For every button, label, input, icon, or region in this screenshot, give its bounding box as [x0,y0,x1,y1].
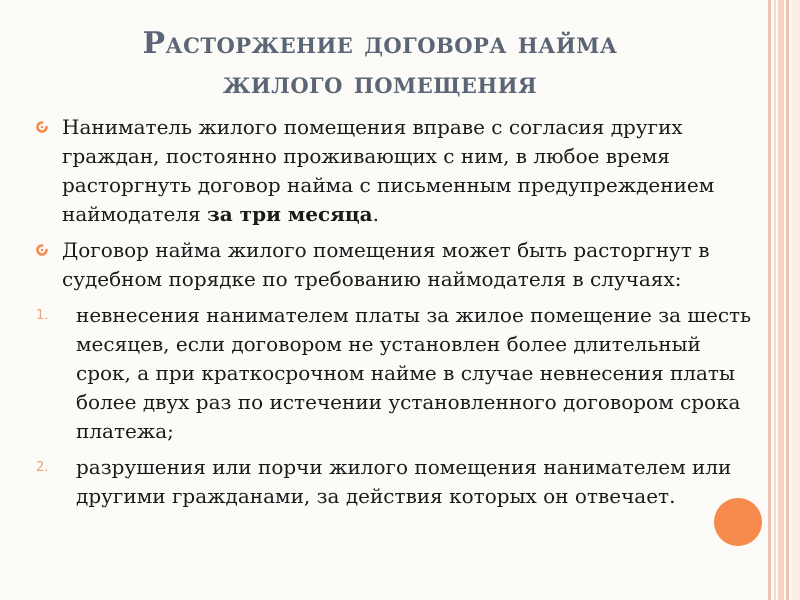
bullet-text-part: Наниматель жилого помещения вправе с согласия других граждан, постоянно проживающих с ним, в любое время расторгнуть договор найма с письменным предупреждением наймодателя [62,115,715,226]
orange-curl-bullet-icon [36,244,48,256]
decorative-stripe [768,0,771,600]
bullet-item [36,236,756,294]
bullet-text-part: . [372,202,380,226]
numbered-item [36,301,756,446]
bullet-text [62,115,714,226]
decorative-stripe [778,0,784,600]
numbered-text: невнесения нанимателем платы за жилое помещение за шесть месяцев, если договором не установлен более длительный срок, а при краткосрочном найме в случае невнесения платы более двух раз по истечении установленного договором срока платежа; [76,303,751,443]
numbered-text: разрушения или порчи жилого помещения нанимателем или другими гражданами, за действия которых он отвечает. [76,455,732,508]
bullet-text: Договор найма жилого помещения может быть расторгнут в судебном порядке по требованию наймодателя в случаях: [62,238,710,291]
bullet-bold-text: за три месяца [207,202,373,226]
orange-curl-bullet-icon [36,121,48,133]
slide-title [60,24,700,104]
decorative-stripe [774,0,776,600]
orange-circle-decoration [714,498,762,546]
decorative-stripe [786,0,789,600]
decorative-stripe [792,0,800,600]
bullet-item [36,113,756,229]
slide-content [36,113,756,518]
numbered-item [36,453,756,511]
list-number: 2. [36,460,49,475]
title-line-1: Расторжение договора найма [142,26,618,61]
title-line-2: жилого помещения [222,66,538,101]
list-number: 1. [36,308,49,323]
